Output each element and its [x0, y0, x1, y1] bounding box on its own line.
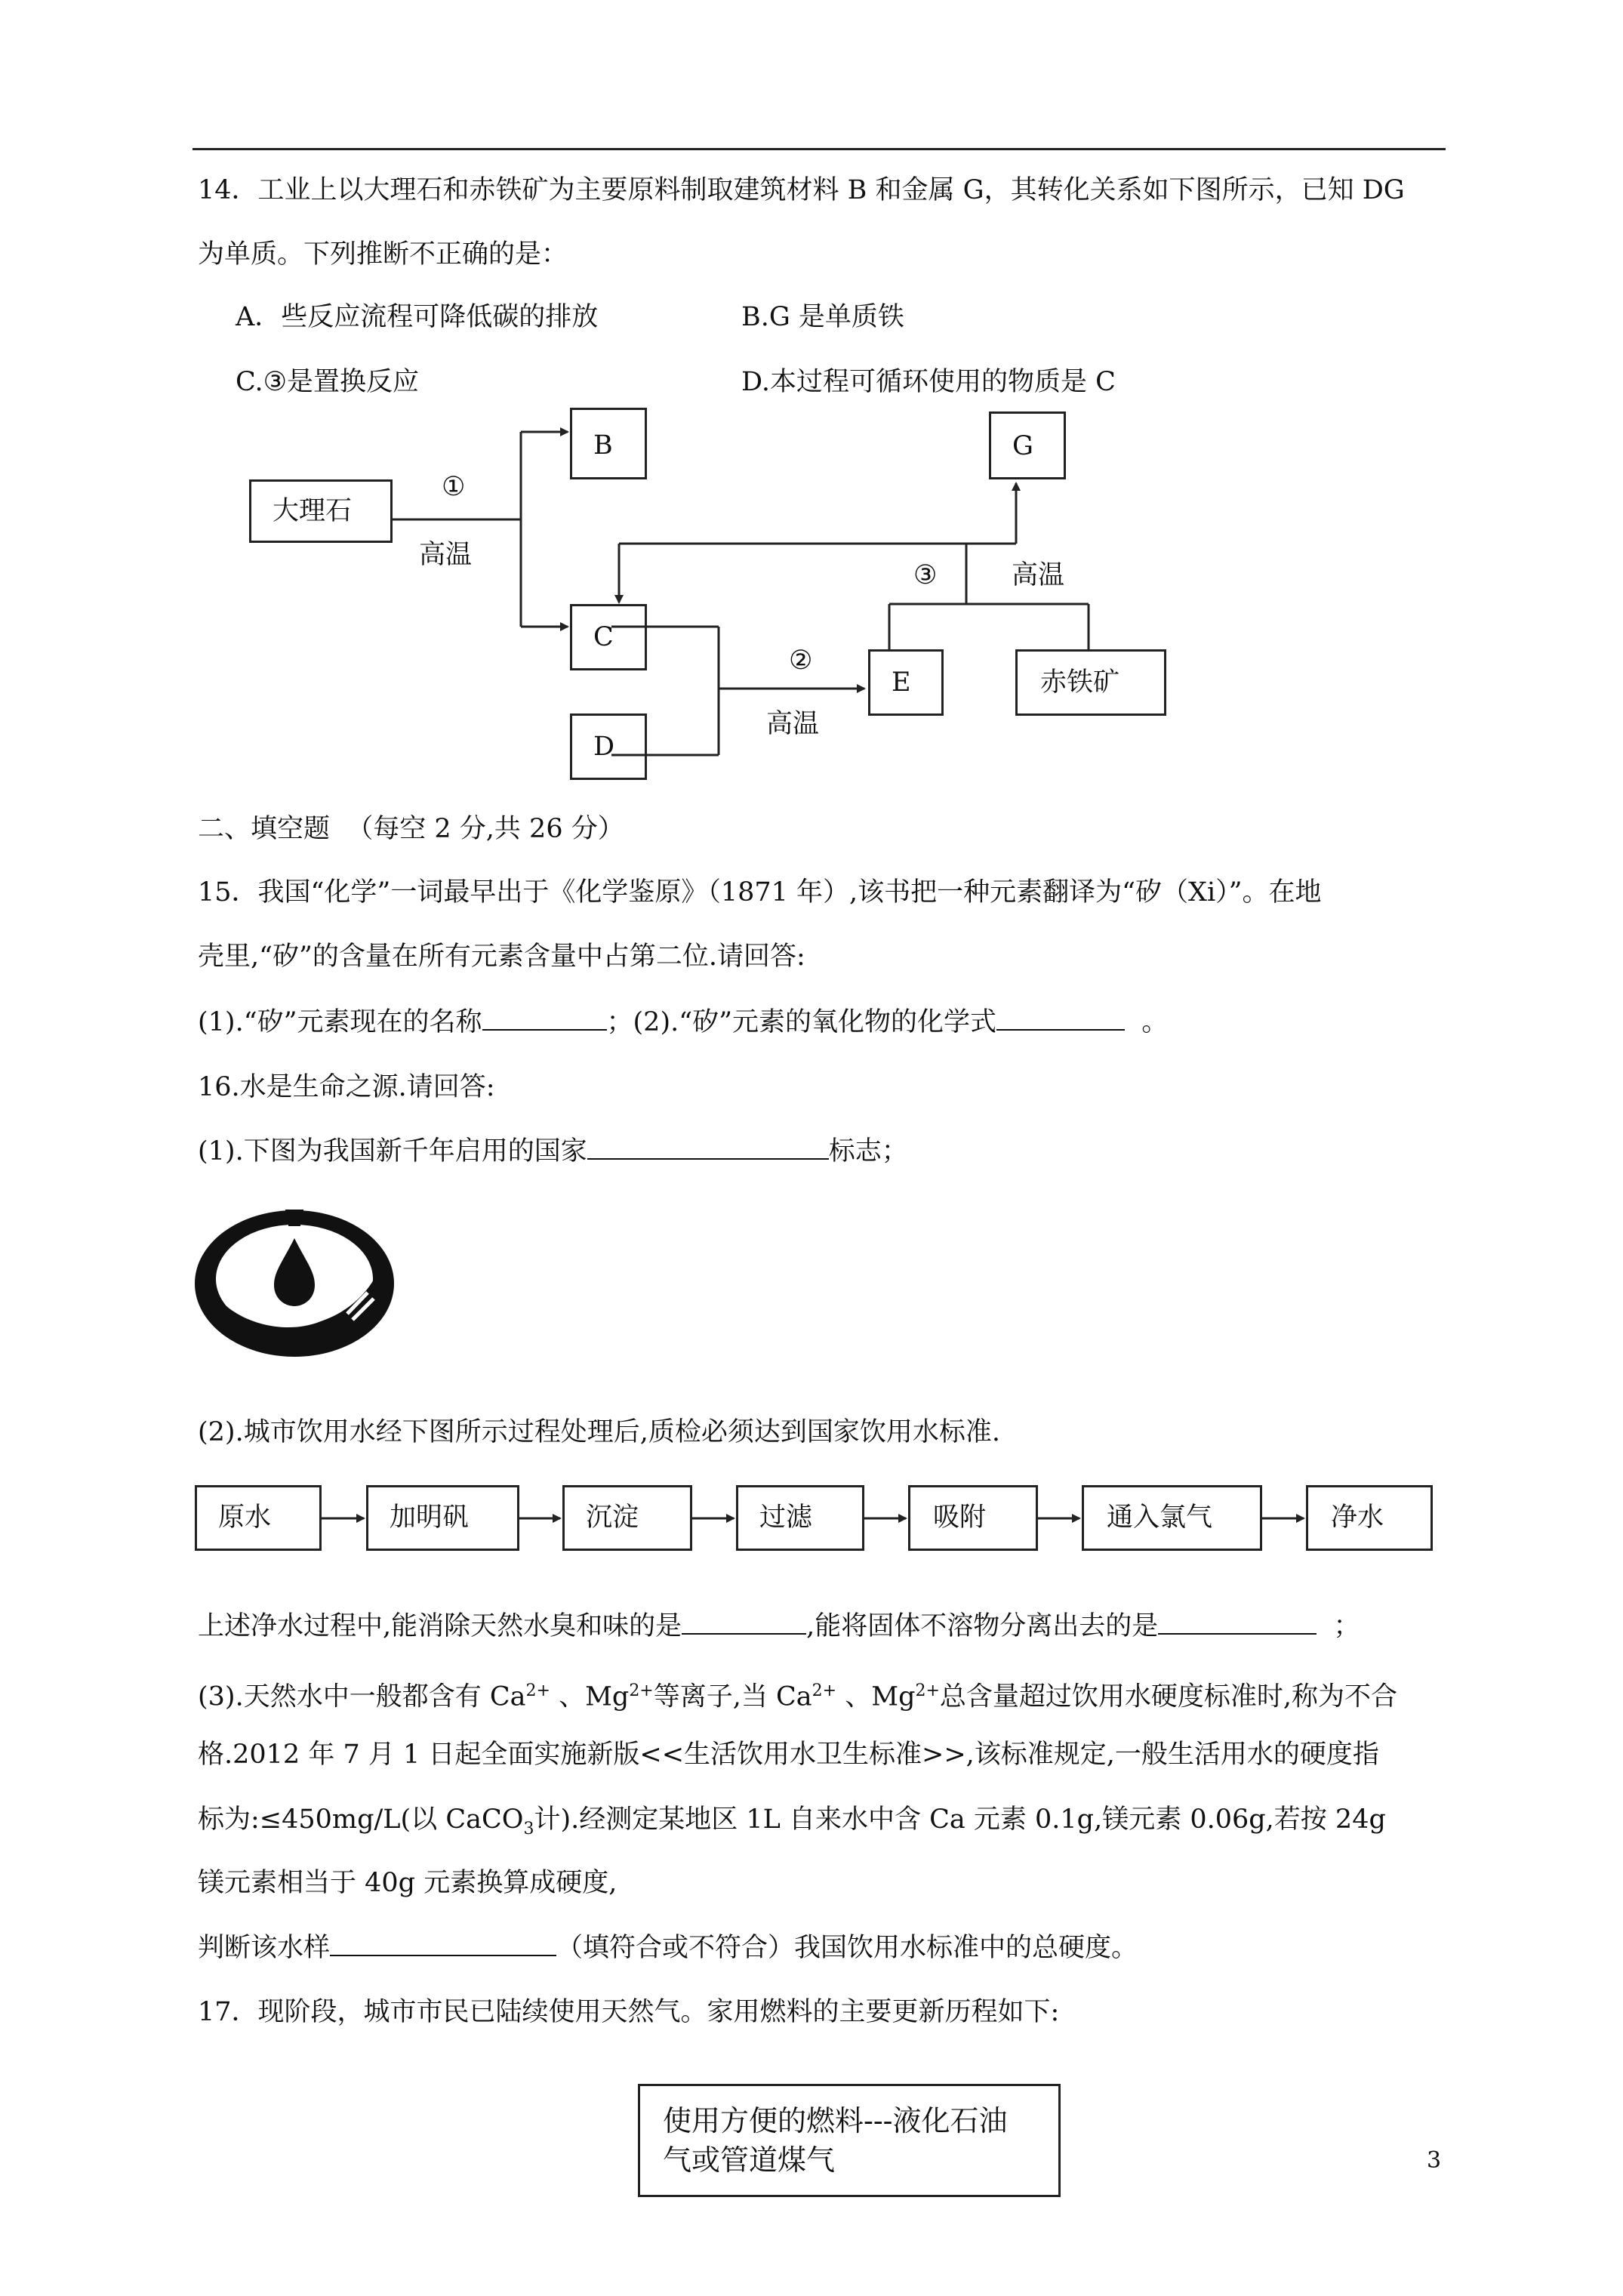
q16-part2: (2).城市饮用水经下图所示过程处理后,质检必须达到国家饮用水标准. [198, 1417, 1000, 1447]
q14-option-a: A．些反应流程可降低碳的排放 [236, 302, 599, 332]
label-step-2: ② [789, 646, 813, 676]
box-hematite: 赤铁矿 [1015, 649, 1166, 716]
q16-process-question: 上述净水过程中,能消除天然水臭和味的是 ,能将固体不溶物分离出去的是 ； [198, 1611, 1360, 1641]
process-step-clean-water: 净水 [1306, 1485, 1433, 1551]
q16-part3-line4: 镁元素相当于 40g 元素换算成硬度, [198, 1868, 617, 1898]
q16-part1: (1).下图为我国新千年启用的国家 标志； [198, 1136, 908, 1166]
process-step-chlorine: 通入氯气 [1082, 1485, 1262, 1551]
process-step-alum: 加明矾 [366, 1485, 519, 1551]
q14-option-b: B.G 是单质铁 [741, 302, 904, 332]
label-step-1: ① [442, 472, 466, 502]
label-step-3: ③ [913, 560, 938, 590]
q17-line1: 17．现阶段，城市市民已陆续使用天然气。家用燃料的主要更新历程如下: [198, 1997, 1060, 2027]
q14-option-d: D.本过程可循环使用的物质是 C [741, 367, 1116, 397]
process-step-filter: 过滤 [736, 1485, 864, 1551]
process-step-adsorb: 吸附 [908, 1485, 1038, 1551]
q15-parts: (1).“矽”元素现在的名称 ；(2).“矽”元素的氧化物的化学式 。 [198, 1007, 1169, 1037]
q16-part3-line1: (3).天然水中一般都含有 $Ca^{2+}$ 、$Mg^{2+}$等离子,当 $Ca^{2+}$ 、$Mg^{2+}$总含量超过饮用水硬度标准时,称为不合 [198, 1681, 1398, 1712]
box-b: B [570, 408, 647, 479]
process-step-sediment: 沉淀 [562, 1485, 692, 1551]
process-step-raw-water: 原水 [195, 1485, 322, 1551]
q16-part3-line3: 标为:≤450mg/L(以 CaCO$_3$计).经测定某地区 1L 自来水中含 Ca 元素 0.1g,镁元素 0.06g,若按 24g [198, 1804, 1386, 1838]
q16-part3-line5: 判断该水样 （填符合或不符合）我国饮用水标准中的总硬度。 [198, 1933, 1138, 1963]
q16-part3-line2: 格.2012 年 7 月 1 日起全面实施新版<<生活饮用水卫生标准>>,该标准规定,一般生活用水的硬度指 [198, 1740, 1379, 1770]
label-high-temp-2: 高温 [766, 709, 820, 739]
q14-option-c: C.③是置换反应 [236, 367, 420, 397]
box-g: G [989, 411, 1066, 479]
box-e: E [868, 649, 944, 716]
q14-line1: 14．工业上以大理石和赤铁矿为主要原料制取建筑材料 B 和金属 G，其转化关系如下图所示，已知 DG [198, 175, 1405, 205]
fuel-history-box: 使用方便的燃料---液化石油 气或管道煤气 [638, 2084, 1061, 2197]
answer-blank[interactable] [682, 1610, 806, 1635]
q16-intro: 16.水是生命之源.请回答: [198, 1072, 495, 1102]
label-high-temp-1: 高温 [419, 540, 473, 570]
section-title: 二、填空题 （每空 2 分,共 26 分） [198, 814, 624, 844]
answer-blank[interactable] [1158, 1610, 1317, 1635]
box-c: C [570, 604, 647, 670]
box-d: D [570, 713, 647, 780]
answer-blank[interactable] [330, 1932, 556, 1956]
label-high-temp-3: 高温 [1012, 560, 1065, 590]
q15-line2: 壳里,“矽”的含量在所有元素含量中占第二位.请回答: [198, 942, 805, 972]
q15-line1: 15．我国“化学”一词最早出于《化学鉴原》（1871 年）,该书把一种元素翻译为“矽（Xi）”。在地 [198, 877, 1322, 908]
q14-line2: 为单质。下列推断不正确的是： [198, 239, 568, 270]
box-marble: 大理石 [249, 479, 393, 543]
page-number: 3 [1427, 2147, 1442, 2174]
